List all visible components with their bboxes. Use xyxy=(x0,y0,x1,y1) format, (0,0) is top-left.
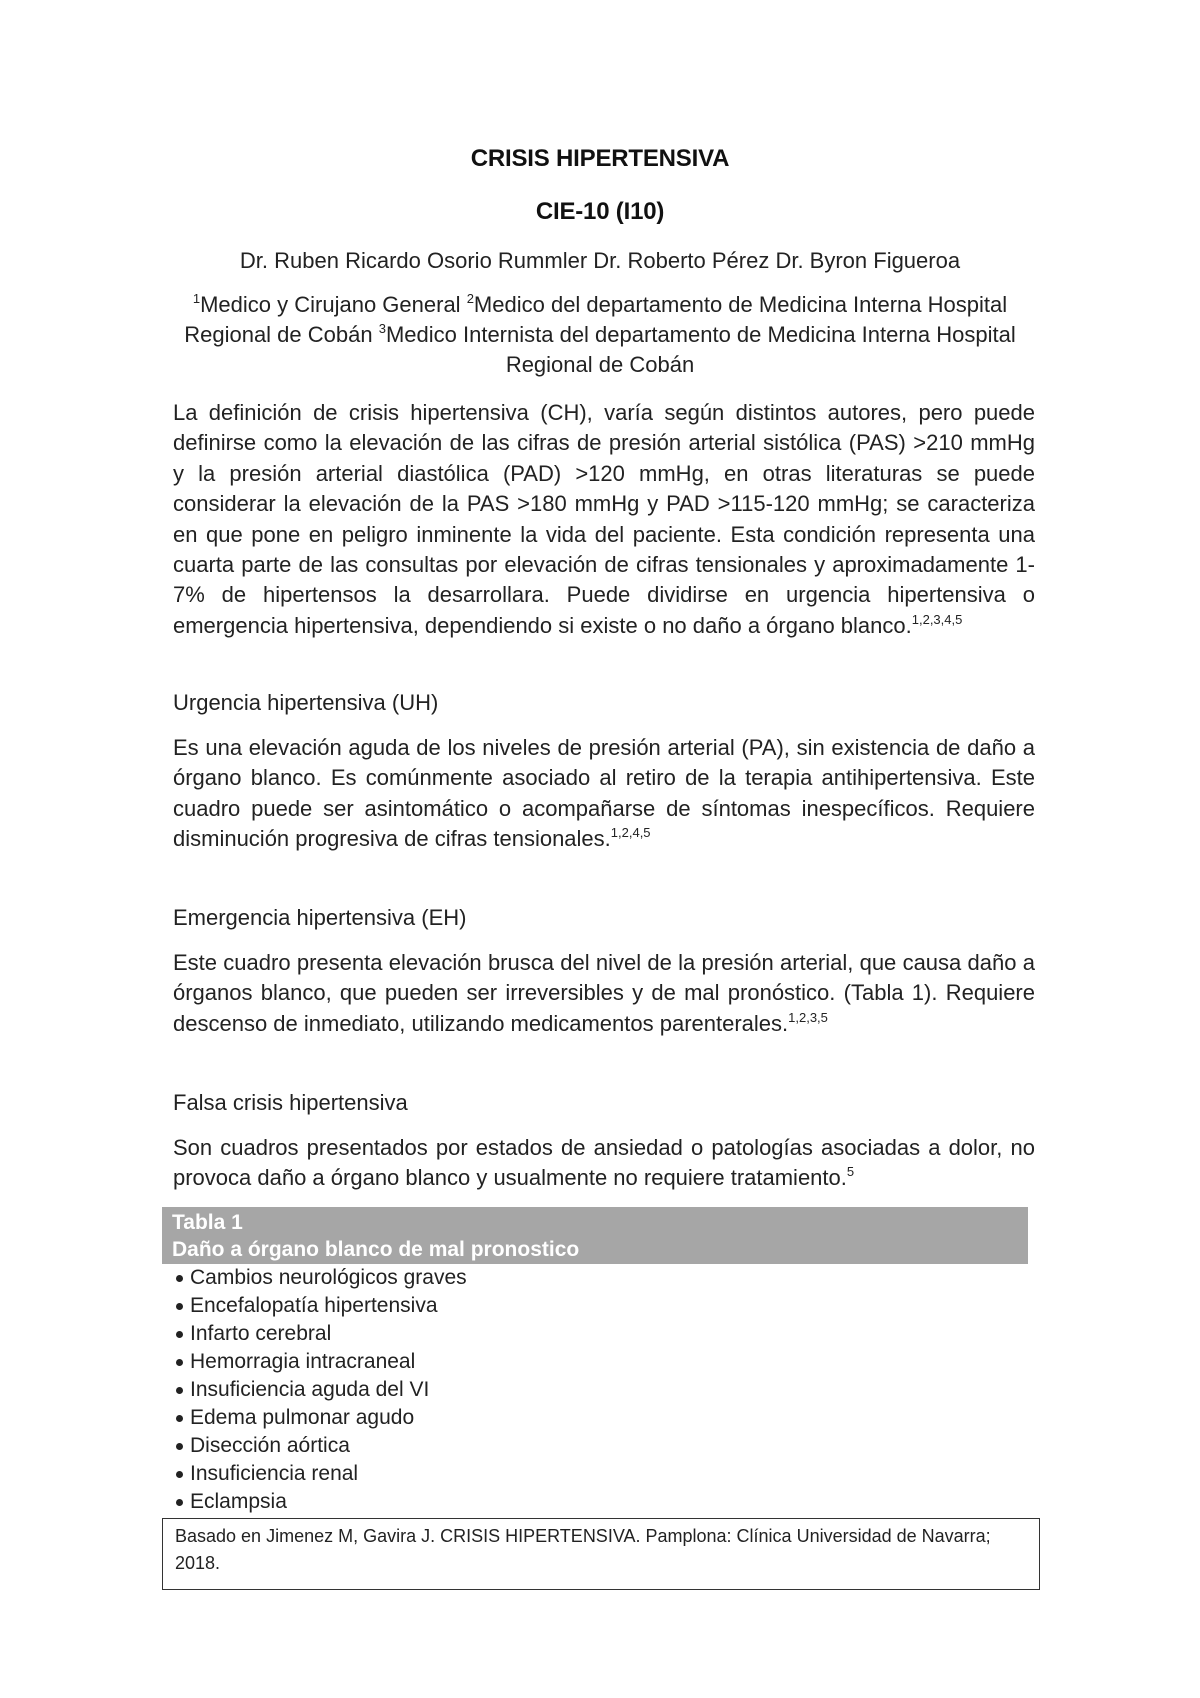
icd-code: CIE-10 (I10) xyxy=(535,198,665,225)
document-title: CRISIS HIPERTENSIVA xyxy=(470,145,730,172)
emergency-references: 1,2,3,5 xyxy=(788,1009,828,1025)
emergency-paragraph xyxy=(173,948,1035,1039)
false-crisis-paragraph xyxy=(173,1133,1035,1194)
intro-references: 1,2,3,4,5 xyxy=(911,611,963,627)
urgency-references: 1,2,4,5 xyxy=(610,825,651,841)
table-caption: Daño a órgano blanco de mal pronostico xyxy=(172,1238,580,1261)
affiliation-3: Medico Internista del departamento de Medicina Interna Hospital Regional de Cobán xyxy=(385,322,1016,377)
affiliation-mark-2: 2 xyxy=(466,291,474,306)
list-item: Insuficiencia aguda del VI xyxy=(174,1376,1028,1404)
list-item: Edema pulmonar agudo xyxy=(174,1404,1028,1432)
affiliation-2: Medico del departamento de Medicina Interna Hospital Regional de Cobán xyxy=(184,292,1008,347)
false-crisis-heading: Falsa crisis hipertensiva xyxy=(173,1090,408,1115)
affiliation-1: Medico y Cirujano General xyxy=(200,292,467,317)
authors: Dr. Ruben Ricardo Osorio Rummler Dr. Roberto Pérez Dr. Byron Figueroa xyxy=(239,248,961,273)
intro-text: La definición de crisis hipertensiva (CH), varía según distintos autores, pero puede definirse como la elevación de las cifras de presión arterial sistólica (PAS) >210 mmHg y la presión arterial diastólica (PAD) >120 mmHg, en otras literaturas se puede considerar la elevación de la PAS >180 mmHg y PAD >115-120 mmHg; se caracteriza en que pone en peligro inminente la vida del paciente. Esta condición representa una cuarta parte de las consultas por elevación de cifras tensionales y aproximadamente 1-7% de hipertensos la desarrollara. Puede dividirse en urgencia hipertensiva o emergencia hipertensiva, dependiendo si existe o no daño a órgano blanco. xyxy=(173,400,1035,638)
urgency-paragraph xyxy=(173,733,1035,855)
table-header xyxy=(162,1207,1028,1264)
list-item: Cambios neurológicos graves xyxy=(174,1264,1028,1292)
table-source-note: Basado en Jimenez M, Gavira J. CRISIS HIPERTENSIVA. Pamplona: Clínica Universidad de Navarra; 2018. xyxy=(162,1518,1040,1590)
list-item: Encefalopatía hipertensiva xyxy=(174,1292,1028,1320)
false-crisis-text: Son cuadros presentados por estados de ansiedad o patologías asociadas a dolor, no provoca daño a órgano blanco y usualmente no requiere tratamiento. xyxy=(173,1135,1035,1191)
emergency-heading: Emergencia hipertensiva (EH) xyxy=(173,905,467,930)
affiliations xyxy=(180,290,1020,380)
false-crisis-references: 5 xyxy=(846,1164,855,1180)
urgency-text: Es una elevación aguda de los niveles de presión arterial (PA), sin existencia de daño a órgano blanco. Es comúnmente asociado al retiro de la terapia antihipertensiva. Este cuadro puede ser asintomático o acompañarse de síntomas inespecíficos. Requiere disminución progresiva de cifras tensionales. xyxy=(173,735,1035,852)
table-1 xyxy=(162,1207,1028,1516)
emergency-text: Este cuadro presenta elevación brusca del nivel de la presión arterial, que causa daño a órganos blanco, que pueden ser irreversibles y de mal pronóstico. (Tabla 1). Requiere descenso de inmediato, utilizando medicamentos parenterales. xyxy=(173,950,1035,1036)
list-item: Hemorragia intracraneal xyxy=(174,1348,1028,1376)
table-item-list xyxy=(162,1264,1028,1516)
list-item: Insuficiencia renal xyxy=(174,1460,1028,1488)
list-item: Disección aórtica xyxy=(174,1432,1028,1460)
list-item: Infarto cerebral xyxy=(174,1320,1028,1348)
affiliation-mark-3: 3 xyxy=(378,321,386,336)
affiliation-mark-1: 1 xyxy=(192,291,201,306)
urgency-heading: Urgencia hipertensiva (UH) xyxy=(173,690,439,715)
table-label: Tabla 1 xyxy=(172,1211,243,1234)
intro-paragraph xyxy=(173,398,1035,641)
list-item: Eclampsia xyxy=(174,1488,1028,1516)
